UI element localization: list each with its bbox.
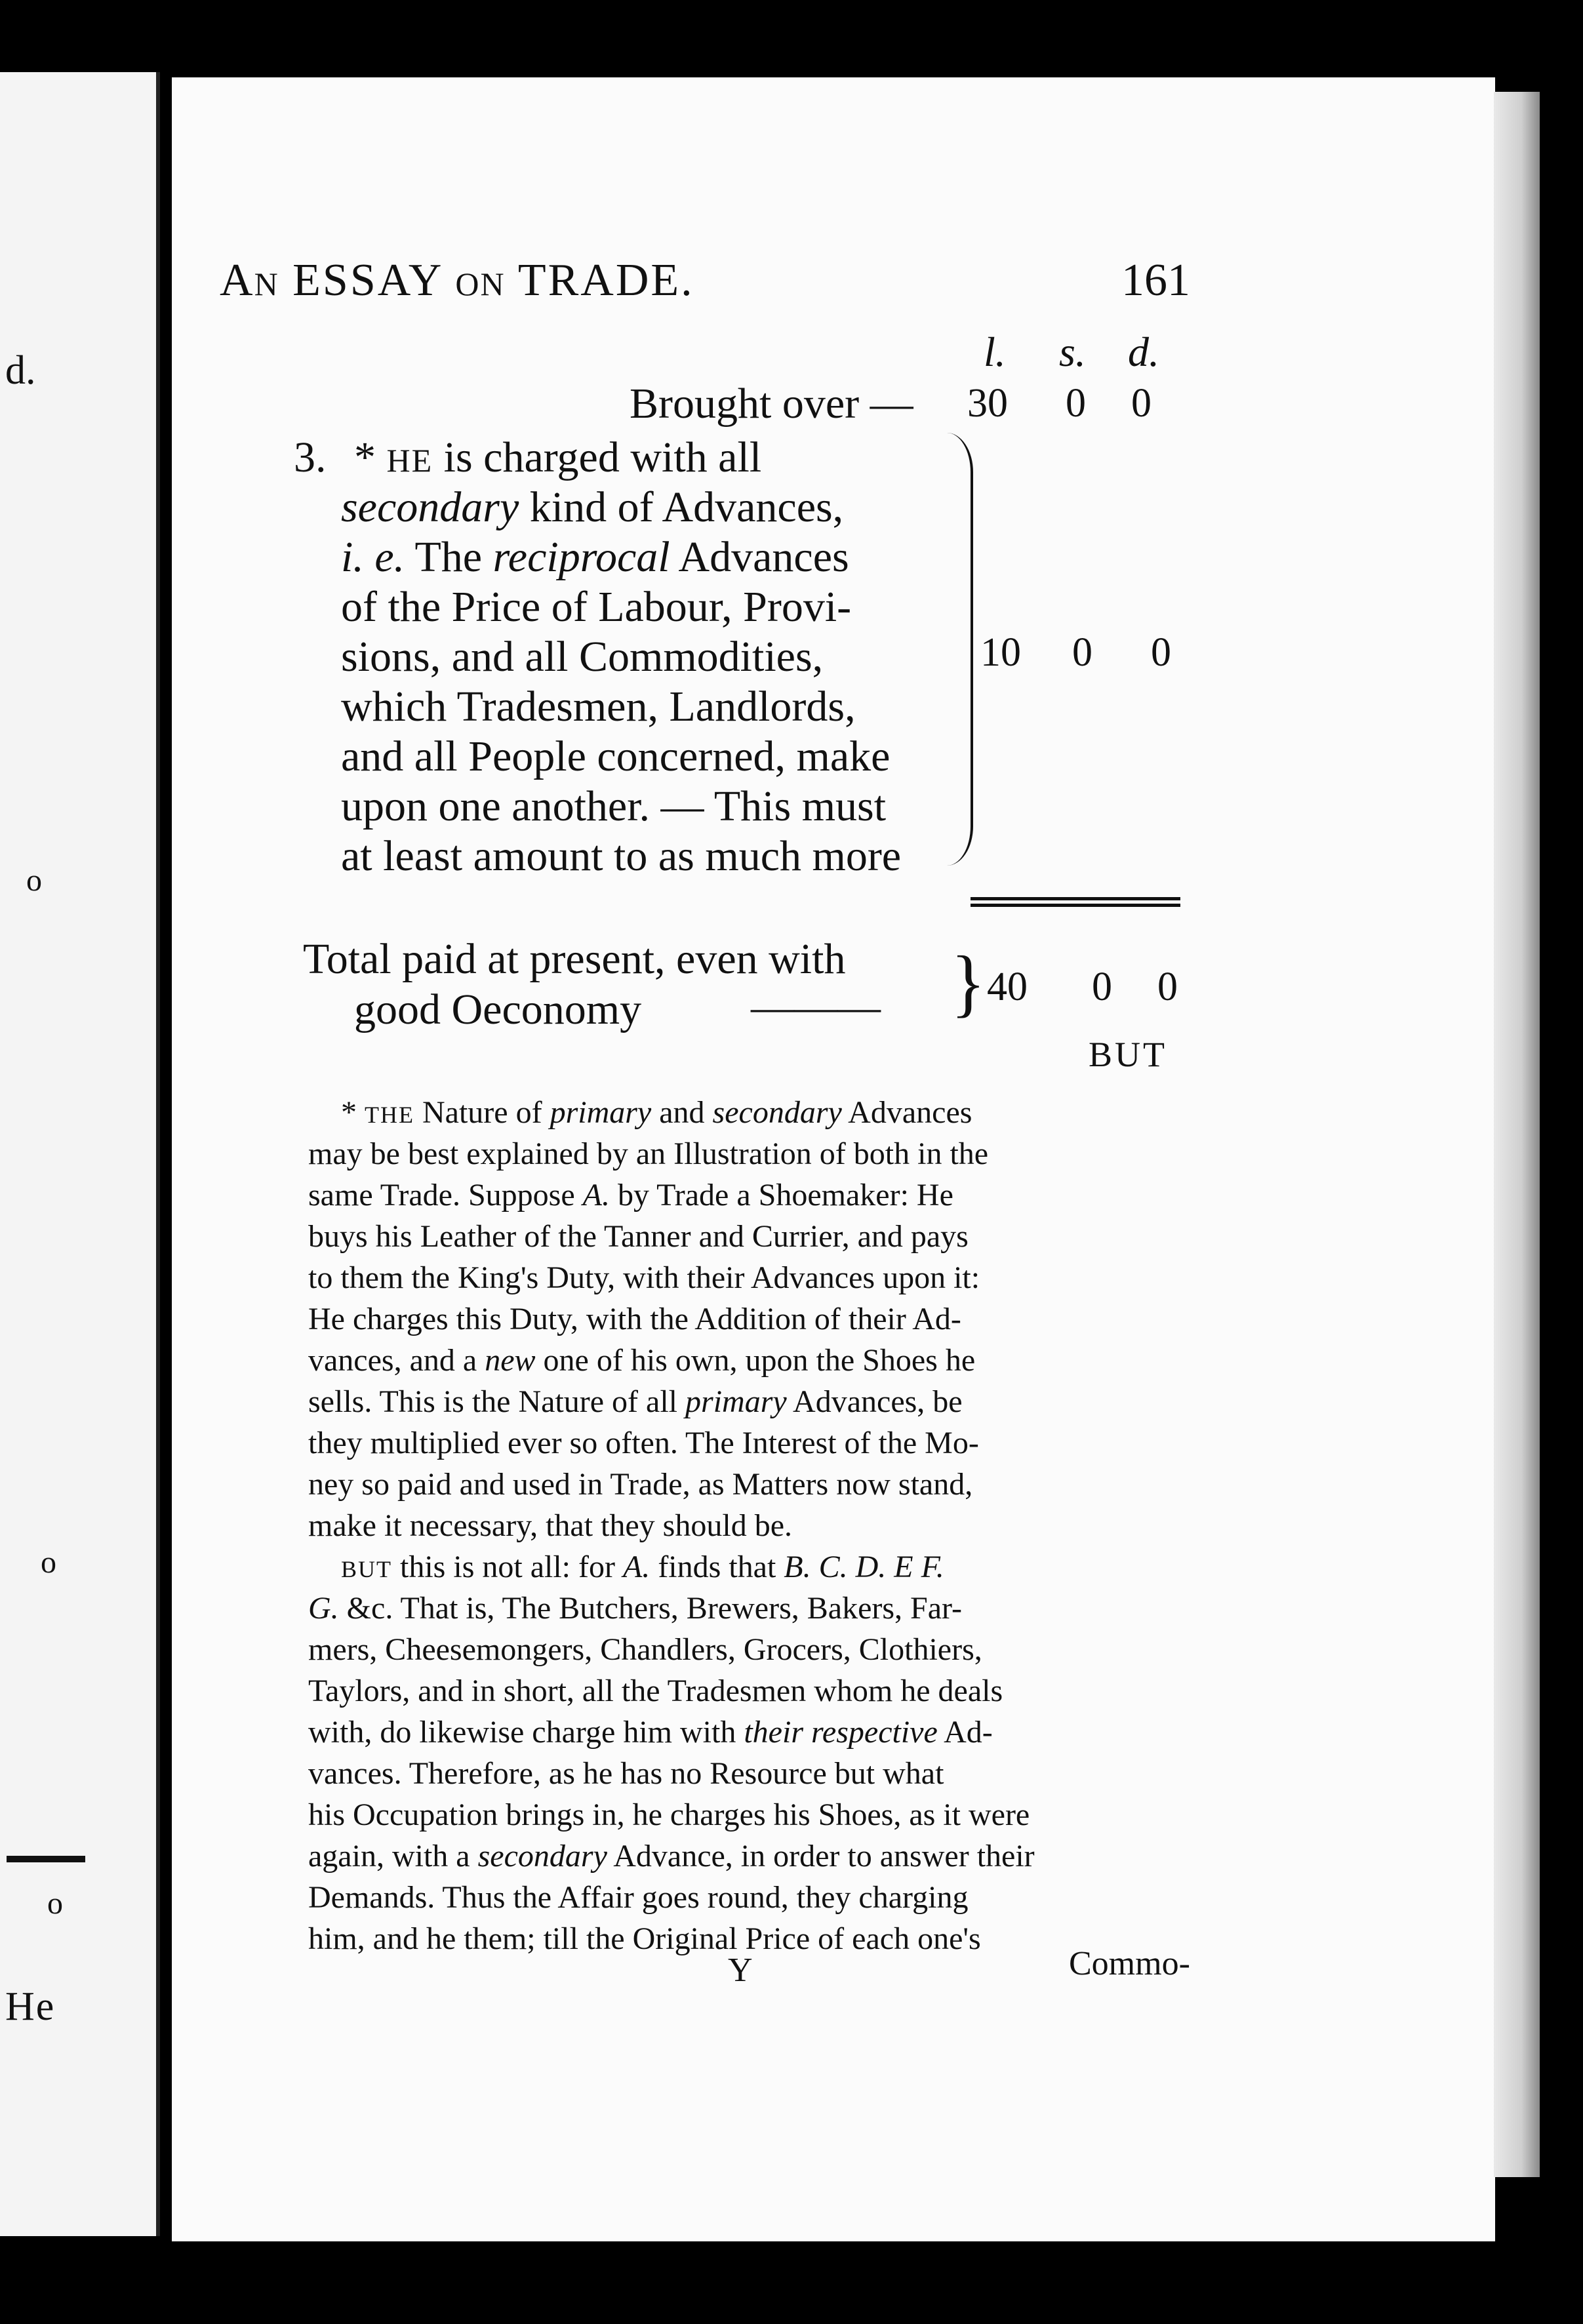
footnote-line-2: may be best explained by an Illustration of both in the — [308, 1136, 989, 1171]
footnote-p2-line-1 — [341, 1546, 944, 1590]
brought-over-pence: 0 — [1131, 381, 1152, 426]
footnote-text: vances, and a — [308, 1343, 485, 1378]
footnote-text: Ad- — [937, 1715, 993, 1750]
footnote-text: sells. This is the Nature of all — [308, 1384, 686, 1419]
sum-rule-bottom — [971, 904, 1180, 907]
footnote-text: Advance, in order to answer their — [607, 1839, 1035, 1873]
brought-over-label: Brought over — — [630, 380, 913, 428]
footnote-new: new — [485, 1343, 536, 1378]
footnote-text: Advances — [841, 1095, 972, 1130]
signature-mark: Y — [728, 1952, 753, 1989]
footnote-secondary: secondary — [477, 1839, 607, 1873]
footnote-a: A. — [622, 1550, 651, 1584]
entry-3-pounds: 10 — [980, 630, 1021, 675]
footnote-primary: primary — [685, 1384, 787, 1419]
brought-over-pounds: 30 — [967, 381, 1008, 426]
catchword-commo: Commo- — [1069, 1945, 1190, 1982]
facing-fragment-he: He — [5, 1984, 56, 2029]
footnote-marker: * — [354, 433, 387, 481]
entry-3-bracket — [944, 433, 973, 866]
catchword-but: BUT — [1089, 1035, 1167, 1074]
footnote-p2-line-6: vances. Therefore, as he has no Resource but what — [308, 1756, 944, 1791]
total-line-2: good Oeconomy — [354, 986, 642, 1033]
footnote-bcdef: B. C. D. E F. — [784, 1550, 944, 1584]
entry-3-ie: i. e. — [341, 533, 405, 581]
footnote-text: finds that — [650, 1550, 784, 1584]
footnote-p2-line-7: his Occupation brings in, he charges his Shoes, as it were — [308, 1797, 1030, 1832]
footnote-p2-line-9: Demands. Thus the Affair goes round, they charging — [308, 1880, 969, 1915]
running-head-an: N — [254, 266, 279, 302]
entry-3-line-4: of the Price of Labour, Provi- — [341, 583, 852, 631]
footnote-marker-star: * — [341, 1095, 365, 1130]
entry-3-line-1 — [354, 433, 761, 485]
total-pence: 0 — [1157, 965, 1178, 1009]
footnote-text: again, with a — [308, 1839, 478, 1873]
running-head-on: ON — [455, 266, 506, 302]
footnote-p2-line-5 — [308, 1712, 993, 1753]
footnote-a: A. — [582, 1178, 610, 1212]
facing-fragment-o-1: o — [26, 863, 42, 898]
facing-page-fragment — [0, 72, 160, 2236]
footnote-line-4: buys his Leather of the Tanner and Currier, and pays — [308, 1219, 969, 1254]
running-head-essay: ESSAY — [292, 255, 442, 306]
footnote-line-10: ney so paid and used in Trade, as Matters now stand, — [308, 1467, 973, 1502]
entry-3-line-6: which Tradesmen, Landlords, — [341, 683, 856, 731]
entry-3-pence: 0 — [1151, 630, 1171, 675]
column-head-pounds: l. — [984, 329, 1006, 375]
footnote-p2-line-8 — [308, 1835, 1035, 1877]
footnote-primary: primary — [550, 1095, 652, 1130]
footnote-line-3 — [308, 1174, 953, 1216]
entry-3-line-2 — [341, 483, 843, 532]
entry-3-line-2-text: kind of Advances, — [519, 483, 844, 531]
entry-3-he: HE — [386, 442, 433, 479]
entry-3-the: The — [405, 533, 493, 581]
footnote-line-9: they multiplied ever so often. The Interest of the Mo- — [308, 1426, 979, 1460]
footnote-line-8 — [308, 1381, 963, 1422]
footnote-g: G. — [308, 1591, 339, 1626]
footnote-but: BUT — [341, 1556, 392, 1582]
footnote-text: same Trade. Suppose — [308, 1178, 583, 1212]
footnote-line-1 — [341, 1092, 972, 1136]
footnote-text: this is not all: for — [392, 1550, 623, 1584]
facing-rule — [7, 1856, 85, 1862]
footnote-p2-line-3: mers, Cheesemongers, Chandlers, Grocers, Clothiers, — [308, 1632, 982, 1667]
total-brace: } — [951, 940, 986, 1025]
footnote-p2-line-2 — [308, 1588, 962, 1629]
footnote-line-5: to them the King's Duty, with their Advances upon it: — [308, 1260, 980, 1295]
brought-over-shillings: 0 — [1066, 381, 1086, 426]
entry-3-secondary: secondary — [341, 483, 519, 531]
entry-3-reciprocal: reciprocal — [492, 533, 670, 581]
footnote-text: &c. That is, The Butchers, Brewers, Bakers, Far- — [338, 1591, 963, 1626]
column-head-pence: d. — [1128, 329, 1159, 375]
entry-3-number: 3. — [294, 433, 327, 481]
entry-3-line-9: at least amount to as much more — [341, 832, 902, 880]
column-head-shillings: s. — [1059, 329, 1086, 375]
footnote-text: by Trade a Shoemaker: He — [610, 1178, 953, 1212]
entry-3-line-1-text: is charged with all — [433, 433, 762, 481]
footnote-text: one of his own, upon the Shoes he — [535, 1343, 976, 1378]
footnote-their-respective: their respective — [744, 1715, 938, 1750]
footnote-p2-line-4: Taylors, and in short, all the Tradesmen whom he deals — [308, 1673, 1003, 1708]
total-dash: ——— — [751, 983, 881, 1031]
sum-rule-top — [971, 897, 1180, 900]
entry-3-shillings: 0 — [1072, 630, 1092, 675]
total-line-1: Total paid at present, even with — [303, 935, 846, 983]
facing-fragment-o-2: o — [41, 1545, 56, 1580]
footnote-line-6: He charges this Duty, with the Addition of their Ad- — [308, 1302, 961, 1336]
footnote-text: Advances, be — [786, 1384, 963, 1419]
entry-3-line-5: sions, and all Commodities, — [341, 633, 824, 681]
footnote-the: THE — [365, 1102, 414, 1128]
entry-3-line-7: and all People concerned, make — [341, 732, 891, 780]
footnote-text: Nature of — [414, 1095, 550, 1130]
footnote-p2-line-10: him, and he them; till the Original Price of each one's — [308, 1921, 981, 1956]
footnote-secondary: secondary — [712, 1095, 842, 1130]
running-head — [220, 254, 694, 307]
total-shillings: 0 — [1092, 965, 1112, 1009]
footnote-text: and — [651, 1095, 713, 1130]
page-edge-shadow — [1494, 92, 1540, 2177]
facing-fragment-o-3: o — [47, 1886, 63, 1921]
footnote-text: with, do likewise charge him with — [308, 1715, 744, 1750]
entry-3-line-8: upon one another. — This must — [341, 782, 887, 830]
footnote-line-11: make it necessary, that they should be. — [308, 1508, 792, 1543]
running-head-an-a: A — [220, 255, 254, 306]
running-head-trade: TRADE. — [517, 255, 694, 306]
total-pounds: 40 — [987, 965, 1028, 1009]
entry-3-line-3-text: Advances — [670, 533, 849, 581]
footnote-line-7 — [308, 1340, 975, 1381]
entry-3-line-3 — [341, 532, 849, 582]
facing-fragment-d: d. — [5, 348, 36, 393]
page-number: 161 — [1121, 255, 1190, 306]
